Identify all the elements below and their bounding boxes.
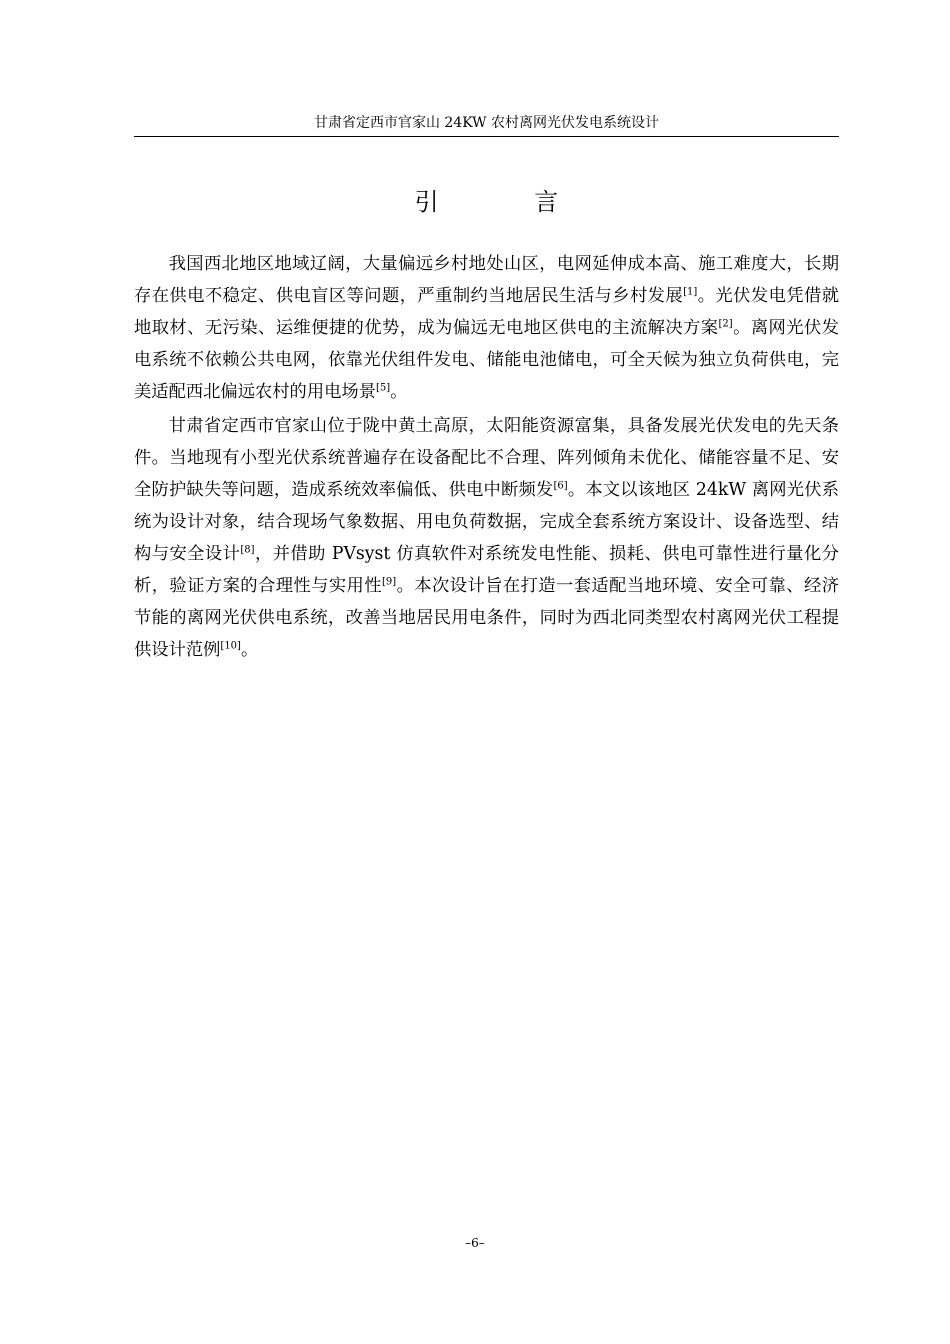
citation-ref: [6] <box>553 480 568 492</box>
page-number: –6– <box>465 1236 485 1250</box>
paragraph-1 <box>134 248 839 408</box>
citation-ref: [10] <box>220 640 241 652</box>
text-run: 。光伏发电凭借就地取材、无污染、运维便捷的优势，成为偏远无电地区供电的主流解决方案 <box>134 286 839 338</box>
citation-ref: [5] <box>375 382 391 394</box>
text-run: 。 <box>390 382 408 402</box>
text-run: 。 <box>240 640 259 660</box>
citation-ref: [1] <box>683 286 698 298</box>
text-run: 甘肃省定西市官家山位于陇中黄土高原，太阳能资源富集，具备发展光伏发电的先天条件。当地现有小型光伏系统普遍存在设备配比不合理、阵列倾角未优化、储能容量不足、安全防护缺失等问题，造成系统效率偏低、供电中断频发 <box>134 416 839 500</box>
text-run: 我国西北地区地域辽阔，大量偏远乡村地处山区，电网延伸成本高、施工难度大，长期存在供电不稳定、供电盲区等问题，严重制约当地居民生活与乡村发展 <box>134 254 839 306</box>
paragraph-2 <box>134 410 839 666</box>
text-run: 。离网光伏发电系统不依赖公共电网，依靠光伏组件发电、储能电池储电，可全天候为独立负荷供电，完美适配西北偏远农村的用电场景 <box>134 318 839 402</box>
citation-ref: [2] <box>718 318 733 330</box>
text-run: 。本次设计旨在打造一套适配当地环境、安全可靠、经济节能的离网光伏供电系统，改善当地居民用电条件，同时为西北同类型农村离网光伏工程提供设计范例 <box>134 576 839 660</box>
citation-ref: [8] <box>240 544 255 556</box>
running-header: 甘肃省定西市官家山 24KW 农村离网光伏发电系统设计 <box>313 115 660 131</box>
body-text <box>134 248 839 668</box>
section-title: 引 言 <box>414 188 603 216</box>
text-run: ，并借助 PVsyst 仿真软件对系统发电性能、损耗、供电可靠性进行量化分析，验证方案的合理性与实用性 <box>134 544 839 596</box>
header-rule <box>134 136 839 137</box>
text-run: 。本文以该地区 24kW 离网光伏系统为设计对象，结合现场气象数据、用电负荷数据，完成全套系统方案设计、设备选型、结构与安全设计 <box>134 480 839 564</box>
citation-ref: [9] <box>381 576 397 588</box>
